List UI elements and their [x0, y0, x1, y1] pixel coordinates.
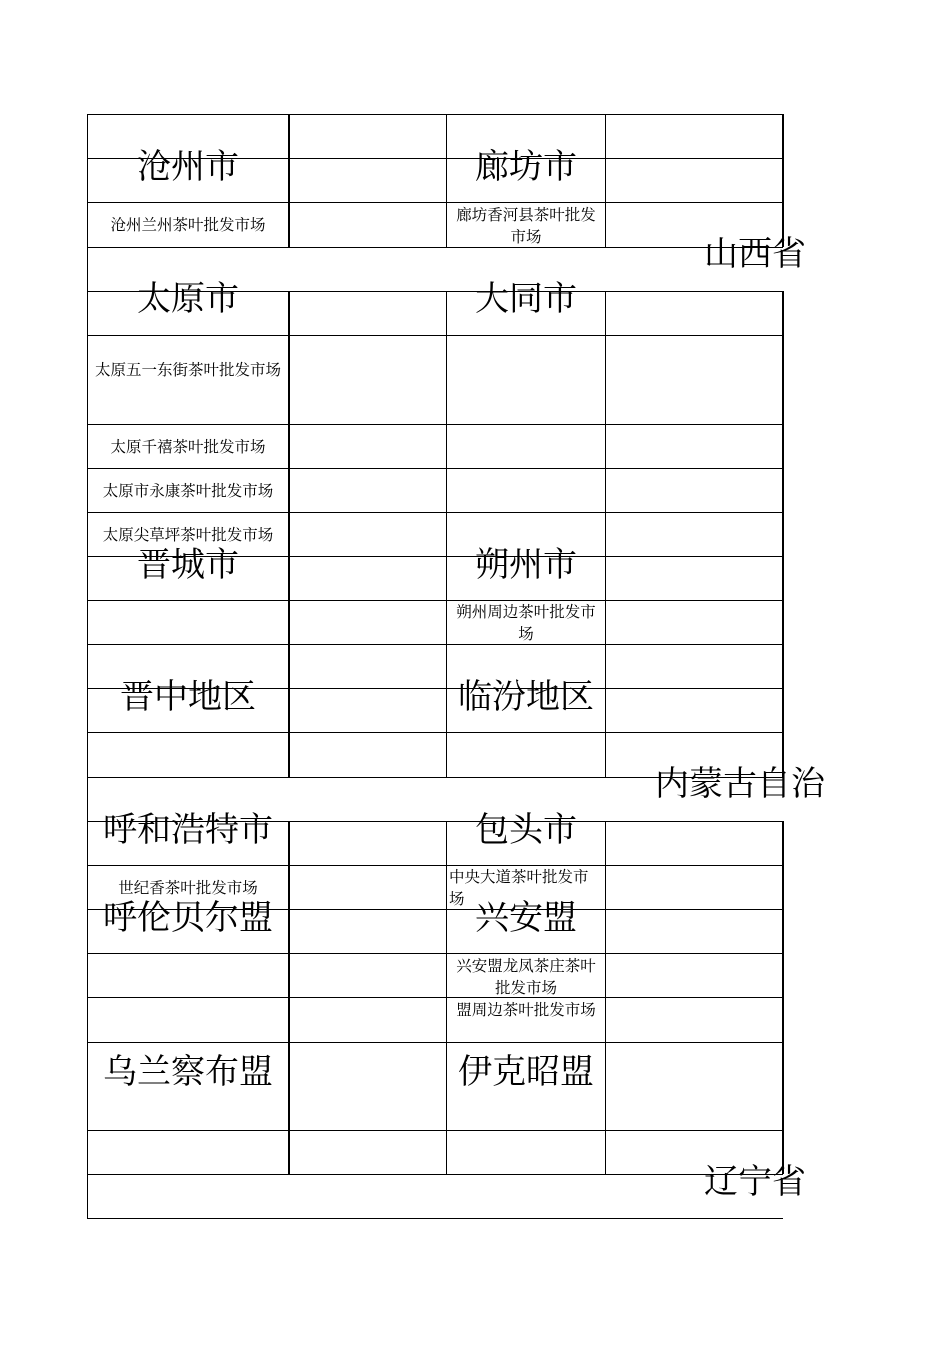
grid-line [605, 821, 606, 1174]
grid-line [782, 291, 784, 777]
province-name: 内蒙古自治 [655, 764, 825, 804]
grid-line [288, 821, 290, 1174]
grid-line [87, 1218, 783, 1219]
grid-line [605, 291, 606, 777]
market-name: 沧州兰州茶叶批发市场 [110, 216, 266, 234]
grid-line [87, 114, 783, 115]
city-name: 临汾地区 [458, 677, 594, 717]
grid-line [288, 291, 290, 777]
grid-line [782, 821, 784, 1174]
market-name: 太原市永康茶叶批发市场 [102, 482, 274, 500]
market-name: 世纪香茶叶批发市场 [118, 879, 258, 897]
grid-line [87, 512, 783, 513]
grid-line [605, 114, 606, 247]
city-name: 乌兰察布盟 [103, 1052, 273, 1092]
market-name: 廊坊香河县茶叶批发市场 [456, 206, 596, 246]
grid-line [87, 424, 783, 425]
city-name: 朔州市 [475, 545, 577, 585]
grid-line [87, 1174, 783, 1175]
grid-line [446, 821, 447, 1174]
market-name: 朔州周边茶叶批发市场 [456, 603, 596, 643]
city-name: 晋中地区 [120, 677, 256, 717]
city-name: 包头市 [475, 810, 577, 850]
grid-line [87, 1042, 783, 1043]
grid-line [87, 997, 783, 998]
city-name: 呼和浩特市 [103, 810, 273, 850]
market-name: 兴安盟龙凤茶庄茶叶批发市场 [456, 957, 596, 997]
city-name: 廊坊市 [475, 147, 577, 187]
grid-line [87, 644, 783, 645]
market-name: 太原五一东街茶叶批发市场 [94, 361, 281, 379]
grid-line [87, 468, 783, 469]
city-name: 晋城市 [137, 545, 239, 585]
province-name: 辽宁省 [704, 1162, 806, 1202]
grid-line [288, 114, 290, 247]
grid-line [87, 732, 783, 733]
city-name: 沧州市 [137, 147, 239, 187]
grid-line [782, 114, 784, 247]
city-name: 呼伦贝尔盟 [103, 898, 273, 938]
grid-line [87, 1130, 783, 1131]
province-name: 山西省 [704, 234, 806, 274]
grid-line [87, 202, 783, 203]
city-name: 太原市 [137, 279, 239, 319]
grid-line [87, 953, 783, 954]
grid-line [87, 865, 783, 866]
grid-line [87, 335, 783, 336]
grid-line [87, 247, 783, 248]
city-name: 大同市 [475, 279, 577, 319]
market-name: 盟周边茶叶批发市场 [456, 1001, 596, 1019]
market-name: 太原千禧茶叶批发市场 [110, 438, 266, 456]
city-name: 伊克昭盟 [458, 1052, 594, 1092]
market-name: 太原尖草坪茶叶批发市场 [102, 526, 274, 544]
grid-line [87, 600, 783, 601]
grid-line [87, 114, 88, 1218]
city-name: 兴安盟 [475, 898, 577, 938]
market-name: 中央大道茶叶批发市场 [449, 868, 589, 908]
